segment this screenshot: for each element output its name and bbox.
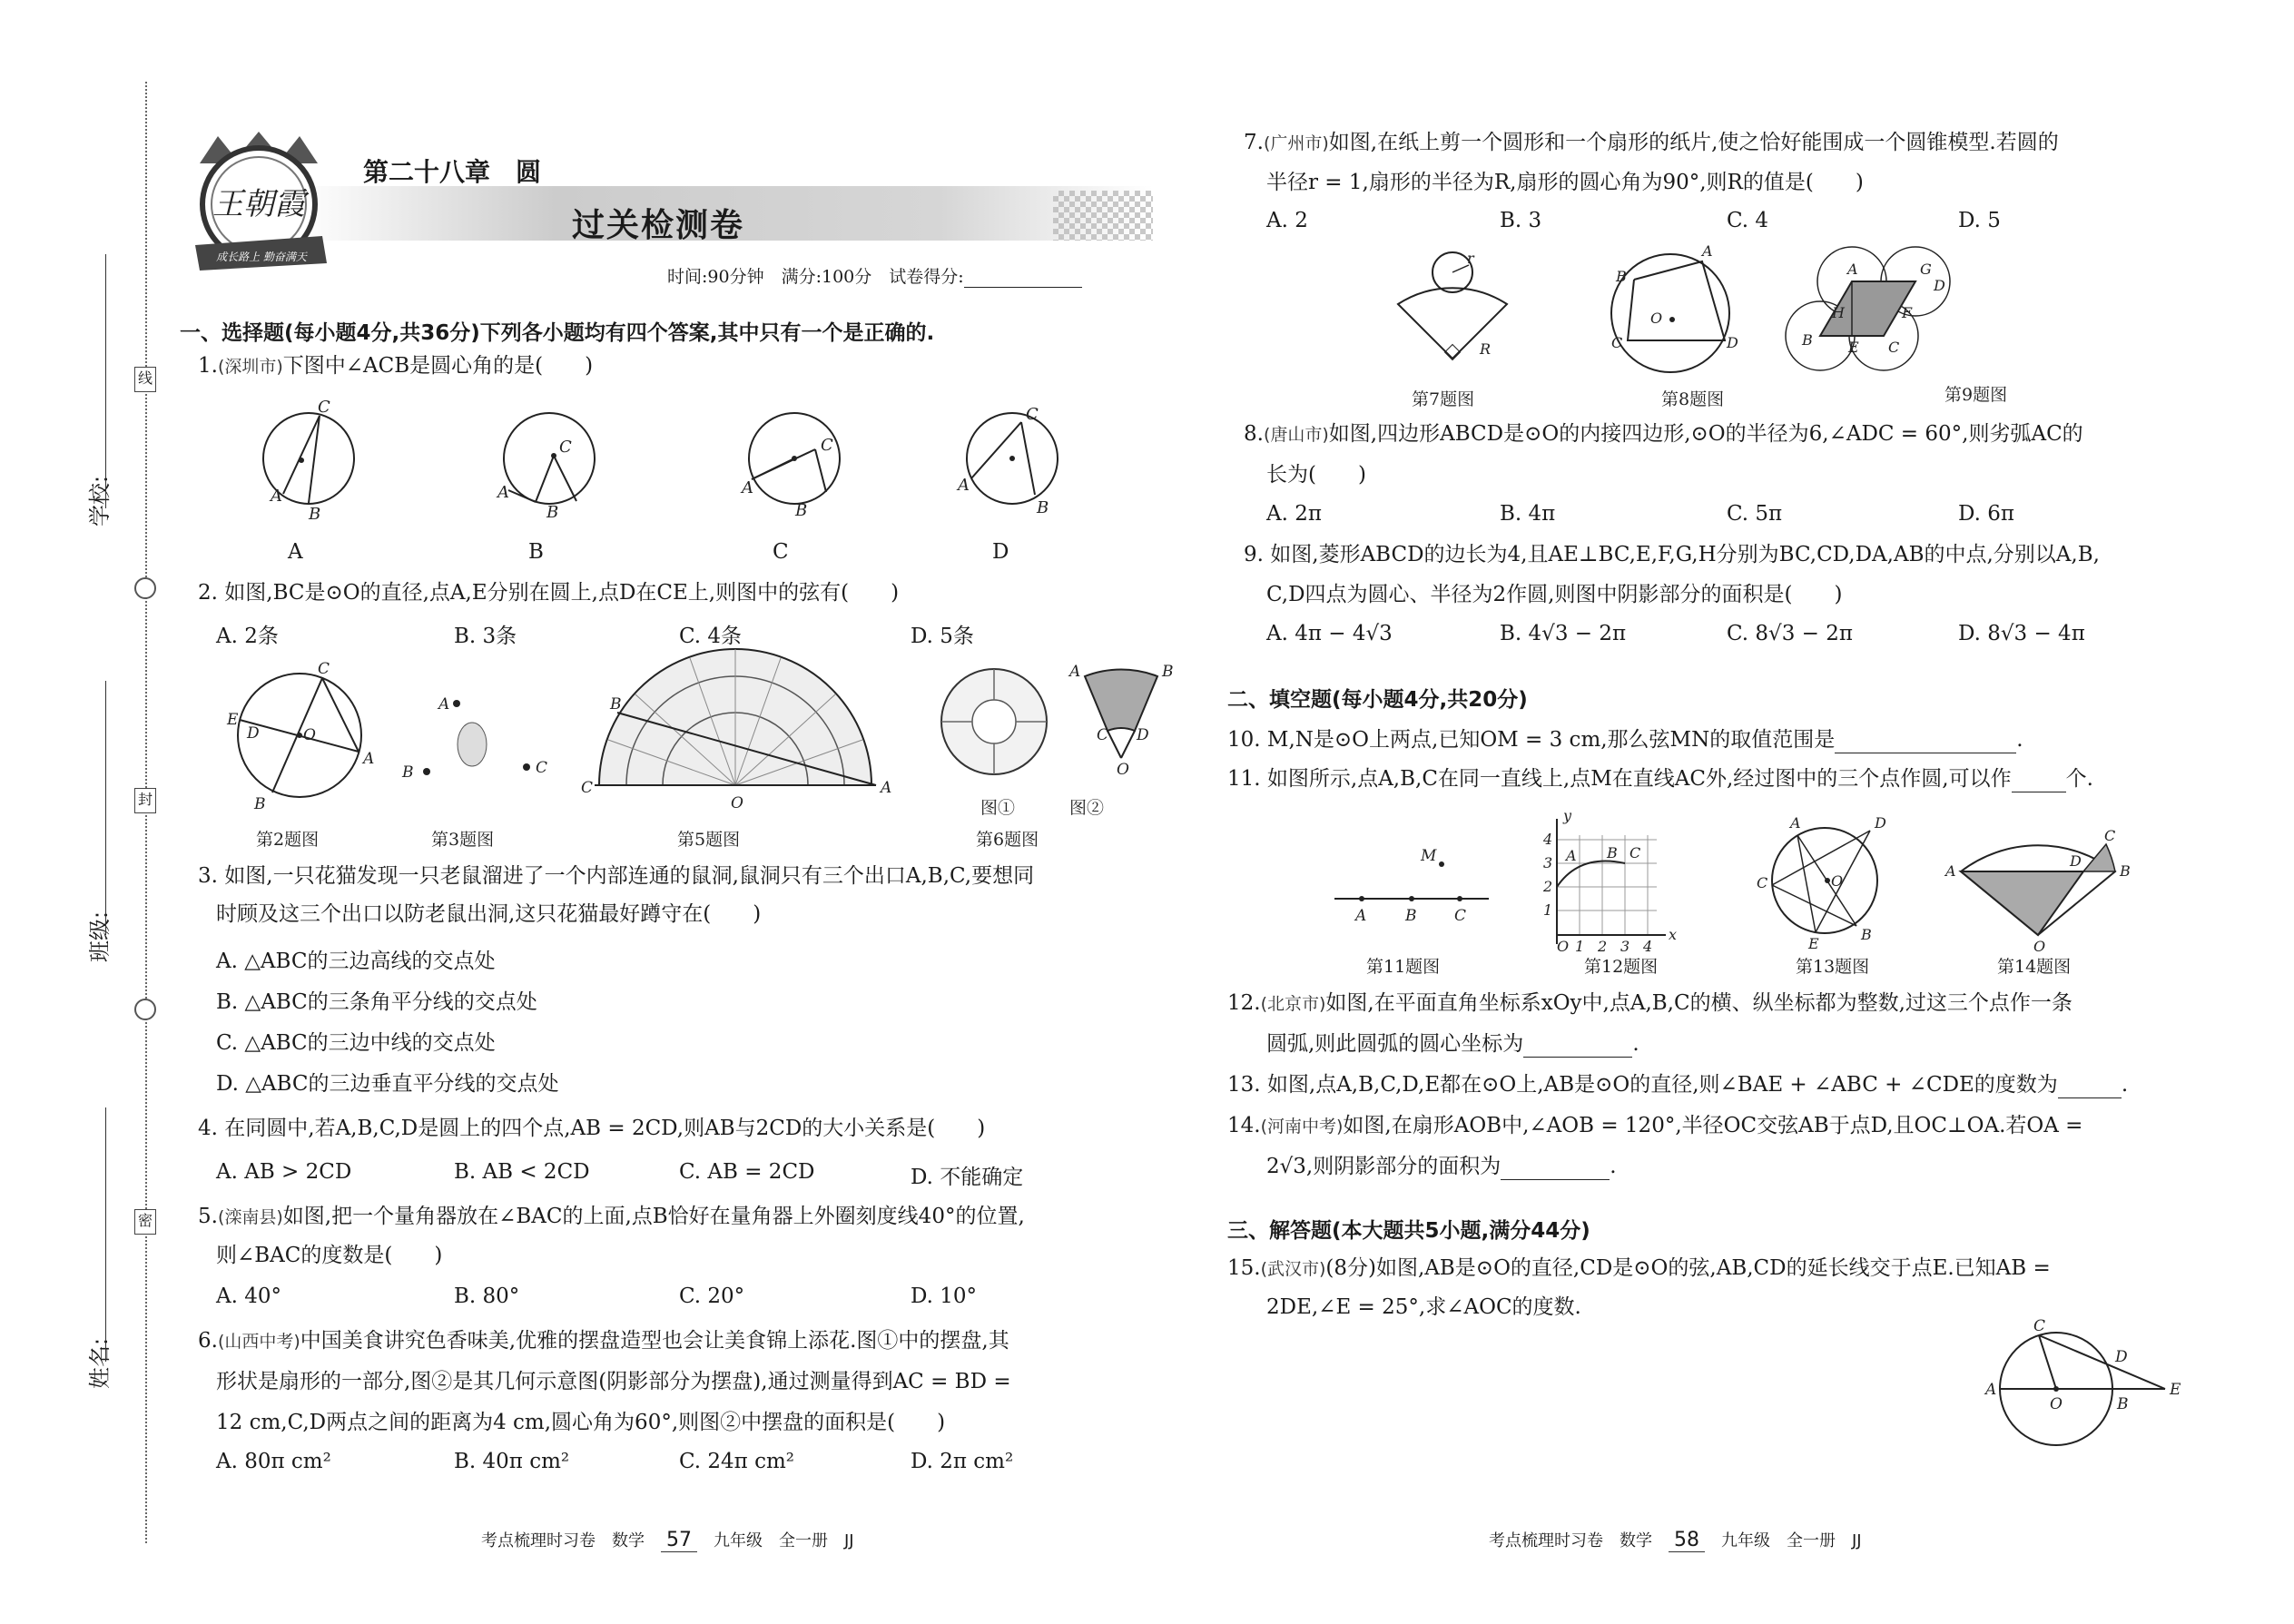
name-field[interactable] bbox=[105, 1107, 106, 1362]
q1-figures bbox=[245, 399, 1062, 563]
q14-answer-field[interactable] bbox=[1501, 1159, 1610, 1180]
svg-text:O: O bbox=[1831, 872, 1844, 890]
swirl-icon bbox=[134, 999, 156, 1020]
question-8-line1: 8.(唐山市)如图,四边形ABCD是⊙O的内接四边形,⊙O的半径为6,∠ADC = 60°,则劣弧AC的 bbox=[1244, 422, 2083, 446]
exam-meta bbox=[667, 263, 1082, 288]
q12-answer-field[interactable] bbox=[1523, 1037, 1632, 1058]
svg-text:B: B bbox=[1607, 844, 1618, 861]
caption-q6: 第6题图 bbox=[976, 830, 1039, 850]
svg-text:A: A bbox=[1702, 242, 1713, 260]
svg-text:O: O bbox=[2050, 1395, 2063, 1413]
svg-text:C: C bbox=[1757, 874, 1768, 891]
q4-option-d[interactable]: D. 不能确定 bbox=[911, 1166, 1024, 1189]
question-6-line2: 形状是扇形的一部分,图②是其几何示意图(阴影部分为摆盘),通过测量得到AC = BD = bbox=[216, 1370, 1011, 1393]
svg-text:C: C bbox=[1888, 339, 1900, 356]
q11-answer-field[interactable] bbox=[2012, 772, 2066, 792]
question-11: 11. 如图所示,点A,B,C在同一直线上,点M在直线AC外,经过图中的三个点作圆,可以作 个. bbox=[1227, 767, 2093, 791]
footer-left: 考点梳理时习卷 数学 57 九年级 全一册 JJ bbox=[481, 1529, 854, 1551]
svg-text:A: A bbox=[958, 476, 970, 495]
svg-text:A: A bbox=[1069, 663, 1081, 681]
q5-option-c[interactable]: C. 20° bbox=[679, 1284, 745, 1308]
svg-text:r: r bbox=[1467, 250, 1474, 267]
svg-text:M: M bbox=[1421, 847, 1437, 865]
svg-text:B: B bbox=[1037, 498, 1049, 517]
q4-option-b[interactable]: B. AB < 2CD bbox=[454, 1160, 590, 1184]
school-field[interactable] bbox=[105, 254, 106, 508]
svg-text:4: 4 bbox=[1643, 938, 1653, 955]
svg-text:C: C bbox=[821, 436, 833, 455]
svg-text:2: 2 bbox=[1598, 938, 1608, 955]
question-8-line2: 长为( ) bbox=[1266, 463, 1366, 487]
class-field[interactable] bbox=[105, 681, 106, 935]
q4-option-a[interactable]: A. AB > 2CD bbox=[216, 1160, 352, 1184]
svg-text:B: B bbox=[1405, 907, 1417, 925]
q10-answer-field[interactable] bbox=[1835, 733, 2016, 753]
svg-text:R: R bbox=[1480, 340, 1492, 358]
school-label: 学校: bbox=[87, 475, 113, 527]
caption-q9: 第9题图 bbox=[1944, 385, 2008, 405]
q7-option-b[interactable]: B. 3 bbox=[1500, 209, 1542, 232]
svg-text:G: G bbox=[1920, 261, 1932, 278]
svg-text:B: B bbox=[2120, 862, 2131, 880]
svg-text:C: C bbox=[2104, 827, 2116, 844]
svg-text:y: y bbox=[1563, 807, 1572, 824]
svg-text:B: B bbox=[1802, 331, 1813, 349]
q1-label-a[interactable]: A bbox=[288, 540, 303, 564]
q9-option-a[interactable]: A. 4π − 4√3 bbox=[1266, 622, 1393, 645]
exam-meta-text: 时间:90分钟 满分:100分 试卷得分: bbox=[667, 267, 964, 287]
svg-text:B: B bbox=[1162, 663, 1174, 681]
svg-text:A: A bbox=[1985, 1381, 1997, 1399]
caption-q7: 第7题图 bbox=[1412, 389, 1475, 409]
seal-mark-seal: 封 bbox=[134, 788, 156, 813]
question-13: 13. 如图,点A,B,C,D,E都在⊙O上,AB是⊙O的直径,则∠BAE + ∠ABC + ∠CDE的度数为 . bbox=[1227, 1073, 2129, 1097]
svg-text:A: A bbox=[881, 779, 892, 797]
svg-text:C: C bbox=[1097, 726, 1109, 744]
svg-text:E: E bbox=[1808, 935, 1819, 952]
q2-option-a[interactable]: A. 2条 bbox=[216, 625, 279, 648]
caption-q2: 第2题图 bbox=[256, 830, 320, 850]
q9-option-c[interactable]: C. 8√3 − 2π bbox=[1727, 622, 1853, 645]
q2-q6-figures bbox=[209, 658, 1174, 826]
q3-option-b[interactable]: B. △ABC的三条角平分线的交点处 bbox=[216, 990, 537, 1014]
q3-option-a[interactable]: A. △ABC的三边高线的交点处 bbox=[216, 950, 496, 973]
logo-banner: 成长路上 勤奋满天 bbox=[216, 251, 307, 263]
svg-text:B: B bbox=[402, 763, 414, 782]
svg-text:A: A bbox=[742, 478, 753, 497]
q7-option-d[interactable]: D. 5 bbox=[1958, 209, 2001, 232]
question-1: 1.(深圳市)下图中∠ACB是圆心角的是( ) bbox=[198, 354, 594, 378]
question-15-line1: 15.(武汉市)(8分)如图,AB是⊙O的直径,CD是⊙O的弦,AB,CD的延长线交于点E.已知AB = bbox=[1227, 1256, 2051, 1280]
svg-text:C: C bbox=[581, 779, 594, 797]
section-2-heading: 二、填空题(每小题4分,共20分) bbox=[1227, 688, 1528, 712]
q9-option-d[interactable]: D. 8√3 − 4π bbox=[1958, 622, 2085, 645]
svg-text:D: D bbox=[2115, 1348, 2128, 1366]
svg-text:B: B bbox=[309, 505, 321, 524]
svg-text:A: A bbox=[497, 483, 509, 502]
svg-text:B: B bbox=[1616, 268, 1627, 285]
svg-text:O: O bbox=[2033, 938, 2046, 955]
question-14-line2: 2√3,则阴影部分的面积为 . bbox=[1266, 1155, 1617, 1178]
caption-q14: 第14题图 bbox=[1997, 957, 2072, 977]
svg-text:C: C bbox=[559, 438, 572, 457]
svg-text:1: 1 bbox=[1575, 938, 1585, 955]
footer-right: 考点梳理时习卷 数学 58 九年级 全一册 JJ bbox=[1489, 1529, 1862, 1551]
checker-pattern bbox=[1053, 191, 1153, 241]
svg-text:B: B bbox=[1861, 926, 1872, 943]
q8-option-d[interactable]: D. 6π bbox=[1958, 502, 2014, 526]
svg-text:A: A bbox=[1566, 847, 1577, 864]
svg-text:A: A bbox=[438, 695, 450, 714]
q3-option-c[interactable]: C. △ABC的三边中线的交点处 bbox=[216, 1031, 496, 1055]
question-6-line1: 6.(山西中考)中国美食讲究色香味美,优雅的摆盘造型也会让美食锦上添花.图①中的摆盘,其 bbox=[198, 1329, 1009, 1353]
question-5-line2: 则∠BAC的度数是( ) bbox=[216, 1244, 443, 1267]
question-3-line2: 时顾及这三个出口以防老鼠出洞,这只花猫最好蹲守在( ) bbox=[216, 902, 762, 926]
svg-text:1: 1 bbox=[1543, 901, 1553, 919]
caption-q6-fig2: 图② bbox=[1069, 798, 1105, 818]
caption-q13: 第13题图 bbox=[1796, 957, 1870, 977]
question-6-line3: 12 cm,C,D两点之间的距离为4 cm,圆心角为60°,则图②中摆盘的面积是( ) bbox=[216, 1411, 946, 1434]
question-14-line1: 14.(河南中考)如图,在扇形AOB中,∠AOB = 120°,半径OC交弦AB于点D,且OC⊥OA.若OA = bbox=[1227, 1114, 2083, 1137]
q1-label-b[interactable]: B bbox=[528, 540, 544, 564]
caption-q8: 第8题图 bbox=[1661, 389, 1725, 409]
q13-answer-field[interactable] bbox=[2058, 1078, 2122, 1098]
question-7-line2: 半径r = 1,扇形的半径为R,扇形的圆心角为90°,则R的值是( ) bbox=[1266, 171, 1864, 194]
svg-text:A: A bbox=[1847, 261, 1858, 278]
svg-text:B: B bbox=[610, 695, 622, 714]
svg-text:A: A bbox=[1355, 907, 1367, 925]
page-number-right: 58 bbox=[1669, 1529, 1705, 1552]
seal-mark-line: 线 bbox=[134, 367, 156, 392]
svg-text:2: 2 bbox=[1543, 878, 1553, 895]
svg-text:D: D bbox=[1727, 334, 1738, 351]
svg-text:C: C bbox=[318, 398, 330, 417]
q6-option-c[interactable]: C. 24π cm² bbox=[679, 1450, 795, 1473]
svg-text:C: C bbox=[1611, 334, 1623, 351]
svg-text:D: D bbox=[1934, 277, 1945, 294]
section-3-heading: 三、解答题(本大题共5小题,满分44分) bbox=[1227, 1219, 1590, 1243]
svg-text:3: 3 bbox=[1543, 854, 1553, 871]
question-12-line2: 圆弧,则此圆弧的圆心坐标为 . bbox=[1266, 1032, 1639, 1056]
caption-q12: 第12题图 bbox=[1584, 957, 1659, 977]
svg-text:O: O bbox=[1117, 761, 1129, 779]
svg-text:C: C bbox=[318, 660, 330, 678]
svg-text:3: 3 bbox=[1620, 938, 1630, 955]
q5-option-d[interactable]: D. 10° bbox=[911, 1284, 978, 1308]
svg-text:D: D bbox=[247, 724, 260, 743]
q7-option-a[interactable]: A. 2 bbox=[1266, 209, 1308, 232]
question-12-line1: 12.(北京市)如图,在平面直角坐标系xOy中,点A,B,C的横、纵坐标都为整数,过这三个点作一条 bbox=[1227, 991, 2072, 1015]
q1-label-d[interactable]: D bbox=[992, 540, 1009, 564]
class-label: 班级: bbox=[87, 910, 113, 962]
q8-option-c[interactable]: C. 5π bbox=[1727, 502, 1783, 526]
question-7-line1: 7.(广州市)如图,在纸上剪一个圆形和一个扇形的纸片,使之恰好能围成一个圆锥模型.若圆的 bbox=[1244, 131, 2059, 154]
caption-q11: 第11题图 bbox=[1366, 957, 1441, 977]
svg-text:B: B bbox=[254, 795, 266, 813]
svg-text:D: D bbox=[1875, 814, 1886, 832]
svg-text:C: C bbox=[1629, 844, 1641, 861]
svg-text:B: B bbox=[795, 501, 808, 520]
svg-text:O: O bbox=[1650, 310, 1663, 327]
swirl-icon bbox=[134, 577, 156, 599]
caption-q5: 第5题图 bbox=[677, 830, 741, 850]
q15-figure bbox=[1970, 1316, 2188, 1452]
svg-text:C: C bbox=[1026, 405, 1039, 424]
score-field[interactable] bbox=[964, 267, 1082, 288]
svg-text:O: O bbox=[1557, 938, 1570, 955]
seal-mark-secret: 密 bbox=[134, 1209, 156, 1235]
q6-option-d[interactable]: D. 2π cm² bbox=[911, 1450, 1014, 1473]
svg-text:H: H bbox=[1832, 304, 1845, 321]
q6-option-b[interactable]: B. 40π cm² bbox=[454, 1450, 570, 1473]
question-2: 2. 如图,BC是⊙O的直径,点A,E分别在圆上,点D在CE上,则图中的弦有( ) bbox=[198, 581, 900, 605]
q11-q14-figures bbox=[1325, 808, 2161, 953]
question-4: 4. 在同圆中,若A,B,C,D是圆上的四个点,AB = 2CD,则AB与2CD的大小关系是( ) bbox=[198, 1117, 986, 1140]
svg-text:F: F bbox=[1902, 304, 1913, 321]
svg-text:O: O bbox=[303, 726, 316, 744]
svg-text:E: E bbox=[227, 711, 239, 729]
question-10: 10. M,N是⊙O上两点,已知OM = 3 cm,那么弦MN的取值范围是 . bbox=[1227, 728, 2023, 752]
logo bbox=[172, 127, 345, 272]
question-3-line1: 3. 如图,一只花猫发现一只老鼠溜进了一个内部连通的鼠洞,鼠洞只有三个出口A,B,C,要想同 bbox=[198, 864, 1035, 888]
q2-option-b[interactable]: B. 3条 bbox=[454, 625, 517, 648]
svg-text:x: x bbox=[1669, 926, 1678, 943]
q1-label-c[interactable]: C bbox=[773, 540, 789, 564]
caption-q6-fig1: 图① bbox=[980, 798, 1016, 818]
svg-text:E: E bbox=[1848, 339, 1859, 356]
q4-option-c[interactable]: C. AB = 2CD bbox=[679, 1160, 815, 1184]
svg-text:O: O bbox=[731, 794, 743, 812]
q2-option-c[interactable]: C. 4条 bbox=[679, 625, 743, 648]
question-9-line1: 9. 如图,菱形ABCD的边长为4,且AE⊥BC,E,F,G,H分别为BC,CD,DA,AB的中点,分别以A,B, bbox=[1244, 543, 2100, 566]
q6-option-a[interactable]: A. 80π cm² bbox=[216, 1450, 331, 1473]
section-1-heading: 一、选择题(每小题4分,共36分)下列各小题均有四个答案,其中只有一个是正确的. bbox=[180, 321, 935, 345]
q3-option-d[interactable]: D. △ABC的三边垂直平分线的交点处 bbox=[216, 1072, 559, 1096]
page-number-left: 57 bbox=[661, 1529, 697, 1552]
svg-text:A: A bbox=[271, 487, 282, 506]
svg-text:A: A bbox=[1945, 862, 1956, 880]
logo-text: 王朝霞 bbox=[212, 186, 305, 222]
name-label: 姓名: bbox=[87, 1337, 113, 1389]
svg-text:4: 4 bbox=[1543, 831, 1553, 848]
q5-option-b[interactable]: B. 80° bbox=[454, 1284, 520, 1308]
q7-option-c[interactable]: C. 4 bbox=[1727, 209, 1769, 232]
q7-q9-figures bbox=[1389, 242, 1952, 381]
question-5-line1: 5.(滦南县)如图,把一个量角器放在∠BAC的上面,点B恰好在量角器上外圈刻度线40°的位置, bbox=[198, 1205, 1025, 1228]
q9-option-b[interactable]: B. 4√3 − 2π bbox=[1500, 622, 1627, 645]
svg-text:D: D bbox=[1137, 726, 1149, 744]
svg-text:B: B bbox=[2117, 1395, 2129, 1413]
svg-text:E: E bbox=[2170, 1381, 2181, 1399]
question-15-line2: 2DE,∠E = 25°,求∠AOC的度数. bbox=[1266, 1295, 1581, 1319]
svg-text:C: C bbox=[536, 759, 548, 777]
svg-text:C: C bbox=[1454, 907, 1467, 925]
caption-q3: 第3题图 bbox=[431, 830, 495, 850]
svg-text:B: B bbox=[546, 503, 559, 522]
svg-text:A: A bbox=[1790, 814, 1801, 832]
svg-text:C: C bbox=[2033, 1317, 2046, 1335]
page-title: 过关检测卷 bbox=[572, 207, 745, 244]
q5-option-a[interactable]: A. 40° bbox=[216, 1284, 281, 1308]
q2-option-d[interactable]: D. 5条 bbox=[911, 625, 974, 648]
svg-text:A: A bbox=[363, 750, 375, 768]
svg-text:D: D bbox=[2070, 852, 2082, 870]
question-9-line2: C,D四点为圆心、半径为2作圆,则图中阴影部分的面积是( ) bbox=[1266, 583, 1843, 606]
chapter-title: 第二十八章 圆 bbox=[363, 157, 542, 187]
q8-option-b[interactable]: B. 4π bbox=[1500, 502, 1556, 526]
q8-option-a[interactable]: A. 2π bbox=[1266, 502, 1322, 526]
